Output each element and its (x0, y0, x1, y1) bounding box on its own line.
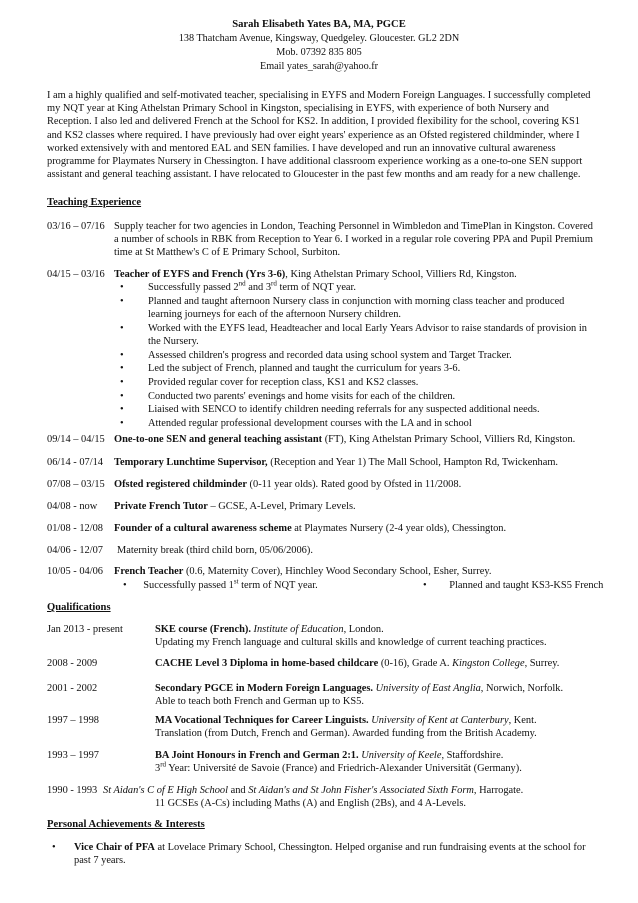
qualification-entry: 1993 – 1997 BA Joint Honours in French and German 2:1. University of Keele, Staffordshire. 3rd Year: Université de Savoie (France) and Friedrich-Alexander Universität (Germany). (47, 750, 522, 774)
bullet-icon: • (120, 376, 124, 388)
bullet-icon: • (120, 363, 124, 375)
entry-date: 04/15 – 03/16 (47, 269, 105, 280)
entry-date: 04/08 - now (47, 501, 98, 512)
section-title-qualifications: Qualifications (47, 602, 111, 613)
experience-entry (47, 544, 602, 558)
list-item: • Assessed children's progress and recorded data using school system and Target Tracker. (120, 349, 512, 361)
list-item: • Planned and taught afternoon Nursery class in conjunction with morning class teacher and produced learning journeys for each of the afternoon Nursery children. (120, 295, 565, 320)
list-item: • Liaised with SENCO to identify children needing referrals for any suspected additional needs. (120, 404, 540, 416)
entry-role: Temporary Lunchtime Supervisor, (114, 457, 268, 468)
bullet-icon: • (120, 418, 124, 430)
list-item: • Planned and taught KS3-KS5 French (423, 580, 604, 591)
cv-email: Email yates_sarah@yahoo.fr (259, 61, 378, 72)
entry-detail: , King Athelstan Primary School, Villiers Rd, Kingston. (285, 269, 517, 280)
bullet-icon: • (52, 842, 56, 853)
entry-role: Private French Tutor (114, 501, 208, 512)
entry-role: Ofsted registered childminder (114, 479, 247, 490)
experience-entry (47, 433, 602, 447)
list-item: • Worked with the EYFS lead, Headteacher and local Early Years Advisor to raise standards of provision in the Nursery. (120, 322, 587, 347)
entry-text: Supply teacher for two agencies in London, Teaching Personnel in Wimbledon and TimePlan in Kingston. Covered a number of schools in RBK from Reception to Year 6. I worked in a regular role covering PPA and Pupil Premium time at St Matthew's C of E Primary School, Surbiton. (114, 221, 593, 259)
list-item: • Successfully passed 1st term of NQT year. (123, 577, 318, 591)
section-title-personal: Personal Achievements & Interests (47, 819, 205, 830)
entry-detail: (Reception and Year 1) The Mall School, Hampton Rd, Twickenham. (267, 457, 559, 468)
qualification-entry: 1990 - 1993 St Aidan's C of E High School and St Aidan's and St John Fisher's Associated Sixth Form, Harrogate. 11 GCSEs (A-Cs) including Maths (A) and English (2Bs), and 4 A-Levels. (47, 785, 524, 809)
entry-date: 2008 - 2009 (47, 658, 98, 669)
entry-date: 04/06 - 12/07 (47, 545, 103, 556)
bullet-icon: • (423, 580, 427, 591)
list-item: • Conducted two parents' evenings and home visits for each of the children. (120, 390, 456, 402)
experience-entry (47, 565, 602, 595)
list-item: • Successfully passed 2nd and 3rd term of NQT year. (120, 279, 357, 293)
entry-date: 06/14 - 07/14 (47, 457, 103, 468)
section-title-teaching: Teaching Experience (47, 197, 142, 208)
qualification-entry: Jan 2013 - present SKE course (French). Institute of Education, London. Updating my French language and cultural skills and knowledge of current teaching practices. (47, 624, 547, 648)
cv-mobile: Mob. 07392 835 805 (276, 47, 362, 58)
list-item: • Attended regular professional development courses with the LA and in school (120, 418, 472, 430)
experience-entry (47, 268, 602, 428)
bullet-icon: • (120, 404, 124, 416)
entry-date: 1990 - 1993 (47, 785, 98, 796)
bullet-icon: • (120, 322, 124, 334)
entry-heading (114, 268, 599, 281)
entry-date: 07/08 – 03/15 (47, 479, 105, 490)
entry-detail: (0-11 year olds). Rated good by Ofsted in 11/2008. (246, 479, 462, 490)
experience-entry (47, 220, 602, 262)
entry-date: 10/05 - 04/06 (47, 566, 103, 577)
experience-entry (47, 456, 602, 470)
entry-date: 09/14 – 04/15 (47, 434, 105, 445)
entry-detail: (FT), King Athelstan Primary School, Villiers Rd, Kingston. (322, 434, 576, 445)
list-item: • Provided regular cover for reception class, KS1 and KS2 classes. (120, 376, 419, 388)
experience-entry (47, 522, 602, 536)
intro-paragraph: I am a highly qualified and self-motivated teacher, specialising in EYFS and Modern Foreign Languages. I successfully completed my NQT year at King Athelstan Primary School in Kingston, specialising in EYFS, with experience of both Nursery and Reception. I also led and delivered French at the School for KS2. In addition, I provided flexibility for the school, covering KS1 and KS2 classes where required. I have previously had over eight years' experience as an Ofsted registered childminder, where I worked extensively with and mentored EAL and SEN families. I have developed and run an innovative cultural awareness programme for Playmates Nursery in Chessington. I have additional classroom experience working as a one-to-one SEN support assistant and general teaching assistant. I have relocated to Gloucester in the past few months and am ready for a new challenge. (47, 90, 591, 181)
entry-role: French Teacher (114, 566, 184, 577)
entry-role: One-to-one SEN and general teaching assistant (114, 434, 323, 445)
bullet-icon: • (123, 580, 127, 591)
entry-date: Jan 2013 - present (47, 624, 123, 635)
bullet-icon: • (120, 282, 124, 293)
qualification-entry: 2008 - 2009 CACHE Level 3 Diploma in home-based childcare (0-16), Grade A. Kingston College, Surrey. (47, 658, 560, 669)
qualification-entry: 1997 – 1998 MA Vocational Techniques for Career Linguists. University of Kent at Canterbury, Kent. Translation (from Dutch, French and German). Awarded funding from the British Academy. (47, 715, 537, 739)
experience-entry (47, 500, 602, 514)
cv-name: Sarah Elisabeth Yates BA, MA, PGCE (232, 19, 406, 30)
entry-date: 03/16 – 07/16 (47, 221, 105, 232)
entry-date: 2001 - 2002 (47, 683, 98, 694)
entry-date: 1993 – 1997 (47, 750, 99, 761)
bullet-icon: • (120, 390, 124, 402)
bullet-icon: • (120, 349, 124, 361)
bullet-icon: • (120, 295, 124, 307)
personal-entry: • Vice Chair of PFA at Lovelace Primary School, Chessington. Helped organise and run fundraising events at the school for past 7 years. (52, 842, 586, 867)
experience-bullets (120, 281, 600, 431)
entry-role: Teacher of EYFS and French (Yrs 3-6) (114, 269, 286, 280)
list-item: • Led the subject of French, planned and taught the curriculum for years 3-6. (120, 363, 461, 375)
entry-detail: (0.6, Maternity Cover), Hinchley Wood Secondary School, Esher, Surrey. (183, 566, 492, 577)
experience-entry (47, 478, 602, 492)
cv-address: 138 Thatcham Avenue, Kingsway, Quedgeley. Gloucester. GL2 2DN (178, 33, 460, 44)
entry-detail: at Playmates Nursery (2-4 year olds), Chessington. (291, 523, 507, 534)
entry-date: 01/08 - 12/08 (47, 523, 103, 534)
qualification-entry: 2001 - 2002 Secondary PGCE in Modern Foreign Languages. University of East Anglia, Norwich, Norfolk. Able to teach both French and German up to KS5. (47, 683, 564, 707)
entry-role: Founder of a cultural awareness scheme (114, 523, 292, 534)
entry-detail: – GCSE, A-Level, Primary Levels. (207, 501, 356, 512)
entry-date: 1997 – 1998 (47, 715, 99, 726)
entry-detail: Maternity break (third child born, 05/06/2006). (117, 545, 313, 556)
